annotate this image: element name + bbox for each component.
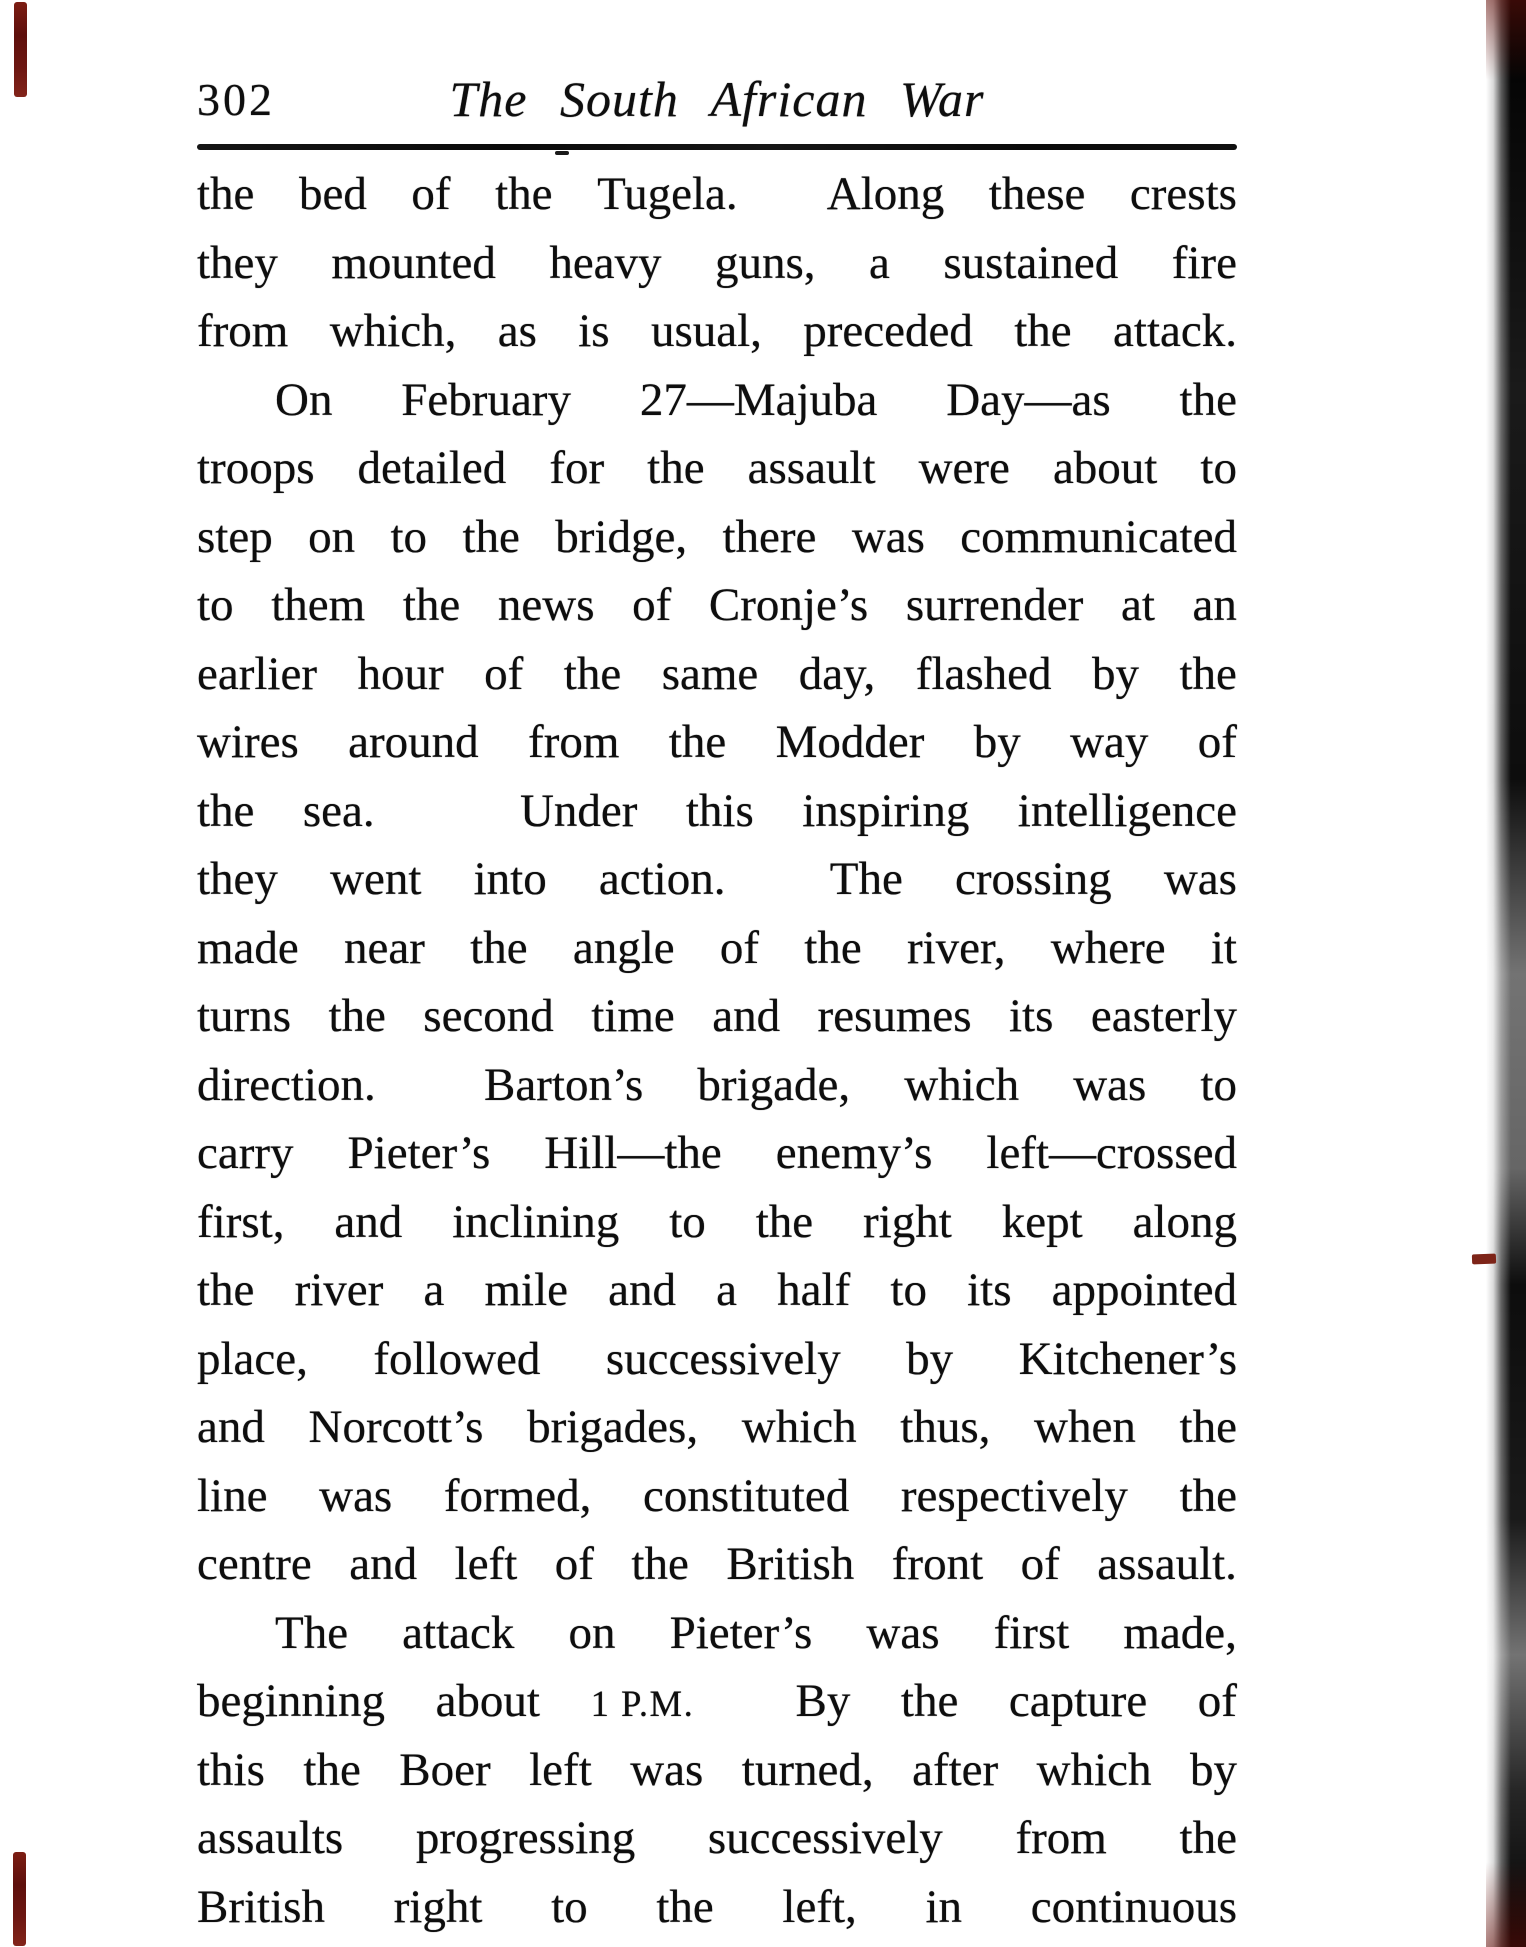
word: to [197,579,234,631]
word: Barton’s [484,1058,644,1111]
word: the [804,921,862,974]
text-line [197,1051,1237,1120]
word: hour [357,647,444,700]
word: news [497,579,595,631]
word: mounted [331,236,496,289]
word: to [890,1264,927,1316]
word: preceded [803,305,973,357]
word: when [1034,1401,1136,1453]
word: troops [197,442,315,494]
word: second [423,990,554,1042]
word: usual, [650,305,762,357]
word: which [904,1058,1020,1111]
word: day, [798,647,876,700]
word: the [197,168,255,220]
body-text [197,160,1237,1941]
word: Pieter’s [347,1127,491,1179]
word: flashed [915,647,1052,700]
word: left, [782,1880,857,1933]
word: intelligence [1017,784,1237,837]
word: crossing [955,853,1112,905]
red-tint-bottom [1486,1862,1526,1947]
word: to [1200,1058,1237,1111]
word: Pieter’s [669,1606,813,1659]
text-line [197,1119,1237,1188]
word: the [1179,1812,1237,1864]
word: earlier [197,647,318,700]
word: was [630,1743,704,1796]
word: attack. [1113,305,1237,357]
word: 1 P.M. [590,1683,695,1724]
word: progressing [415,1812,636,1864]
word: brigade, [697,1058,851,1111]
text-line [197,1530,1237,1599]
word: Boer [399,1743,491,1796]
running-head [197,66,1237,128]
word: British [726,1538,855,1590]
text-line [197,434,1237,503]
word: capture [1008,1675,1148,1727]
word: Hill—the [544,1127,722,1179]
word: of [719,921,760,974]
word: wires [197,716,299,768]
word: was [866,1606,940,1659]
word: for [549,442,605,494]
word: left [454,1538,518,1590]
word: the [462,510,520,563]
word: easterly [1090,990,1237,1042]
word: attack [402,1606,515,1659]
word: the [755,1195,814,1248]
word: a [716,1264,738,1316]
word: the [1179,1401,1237,1453]
text-line [197,914,1237,983]
word: on [308,510,356,563]
word: left—crossed [986,1127,1237,1179]
word: assaults [197,1812,344,1864]
word: after [912,1743,999,1796]
word: of [411,168,451,220]
word: a [423,1264,445,1316]
word: the [1014,305,1072,357]
word: sea. [302,784,375,837]
word: direction. [197,1058,376,1111]
word: successively [605,1332,841,1385]
word: bed [298,168,367,220]
word: first, [197,1195,285,1248]
word: continuous [1030,1880,1237,1933]
word: as [497,305,537,357]
word: the [470,921,528,974]
word: The [829,853,903,905]
word: to [551,1880,588,1933]
word: inclining [452,1195,620,1248]
word: step [197,510,273,563]
scan-red-strip-bottom-left [13,1852,26,1946]
word: British [197,1880,325,1933]
word: by [1092,647,1140,700]
text-line [197,845,1237,914]
word: around [348,716,479,768]
word: the [1179,647,1237,700]
text-line [197,297,1237,366]
word: on [568,1606,616,1659]
word: same [661,647,759,700]
word: the [495,168,553,220]
word: to [1200,442,1237,494]
word: the [197,1264,255,1316]
text-line [197,1599,1237,1668]
text-line [197,160,1237,229]
word: them [271,579,366,631]
word: appointed [1051,1264,1237,1316]
word: its [967,1264,1012,1316]
word: guns, [715,236,816,289]
word: turned, [741,1743,874,1796]
word: it [1210,921,1237,974]
word: and [608,1264,677,1316]
text-line [197,1188,1237,1257]
word: bridge, [555,510,688,563]
word: Norcott’s [308,1401,484,1453]
word: by [906,1332,954,1385]
word: the [303,1743,361,1796]
word: fire [1171,236,1237,289]
word: went [330,853,422,905]
word: from [528,716,620,768]
word: they [197,236,278,289]
text-line [197,1804,1237,1873]
word: resumes [817,990,972,1042]
word: first [993,1606,1070,1659]
word: the [647,442,705,494]
word: into [473,853,547,905]
word: along [1132,1195,1237,1248]
page-title: The South African War [449,71,985,127]
scan-red-dash-right [1472,1254,1496,1265]
word: its [1009,990,1054,1042]
word: formed, [443,1469,592,1522]
word: which [1036,1743,1152,1796]
text-line [197,708,1237,777]
word: Tugela. [597,168,738,220]
word: centre [197,1538,312,1590]
text-line [197,1873,1237,1942]
word: made [197,921,299,974]
text-line [197,1736,1237,1805]
text-line [197,1256,1237,1325]
text-line [197,366,1237,435]
text-line [197,1393,1237,1462]
word: action. [598,853,726,905]
noise-left-fade [1486,0,1526,1947]
word: of [632,579,672,631]
word: was [1073,1058,1147,1111]
word: thus, [900,1401,991,1453]
word: was [319,1469,393,1522]
word: time [591,990,675,1042]
word: this [685,784,754,837]
word: heavy [549,236,662,289]
word: right [863,1195,952,1248]
word: Cronje’s [708,579,869,631]
word: beginning [197,1675,385,1727]
word: to [669,1195,706,1248]
word: On [275,373,333,426]
scan-edge-noise-band [1486,0,1526,1947]
word: Along [826,168,945,220]
word: mile [484,1264,568,1316]
word: river [294,1264,384,1316]
word: By [795,1675,851,1727]
word: half [777,1264,851,1316]
word: this [197,1743,265,1796]
text-line [197,503,1237,572]
word: of [1197,716,1237,768]
word: the [1179,373,1237,426]
word: place, [197,1332,308,1385]
word: the [631,1538,689,1590]
word: respectively [900,1469,1128,1522]
word: The [275,1606,349,1659]
word: successively [707,1812,943,1864]
word: Day—as [946,373,1111,426]
word: crests [1129,168,1237,220]
word: about [435,1675,540,1727]
text-line [197,1667,1237,1736]
word: the [402,579,461,631]
text-line [197,1462,1237,1531]
word: in [925,1880,963,1933]
word: left [529,1743,592,1796]
word: where [1050,921,1166,974]
scan-red-strip-top-left [14,2,27,97]
word: detailed [357,442,507,494]
word: is [578,305,610,357]
text-line [197,777,1237,846]
word: Under [519,784,638,837]
word: and [712,990,781,1042]
word: inspiring [802,784,970,837]
word: near [344,921,425,974]
word: an [1192,579,1237,631]
word: February [401,373,571,426]
text-line [197,229,1237,298]
word: surrender [905,579,1084,631]
word: Modder [775,716,925,768]
word: these [988,168,1086,220]
word: was [851,510,925,563]
word: front [891,1538,984,1590]
word: and [349,1538,418,1590]
word: carry [197,1127,294,1179]
word: by [1190,1743,1237,1796]
word: assault [747,442,876,494]
word: enemy’s [775,1127,933,1179]
word: line [197,1469,268,1522]
word: of [554,1538,594,1590]
red-tint-top [1486,0,1526,80]
page-number: 302 [197,74,275,125]
header-rule [197,144,1237,150]
word: were [918,442,1010,494]
word: Kitchener’s [1018,1332,1237,1385]
word: by [973,716,1021,768]
word: 27—Majuba [639,373,878,426]
word: a [869,236,890,289]
word: the [563,647,622,700]
text-line [197,571,1237,640]
word: communicated [960,510,1237,563]
word: and [334,1195,403,1248]
word: kept [1001,1195,1083,1248]
word: at [1120,579,1155,631]
word: made, [1123,1606,1237,1659]
word: the [197,784,255,837]
word: the [1179,1469,1237,1522]
word: followed [373,1332,541,1385]
word: assault. [1097,1538,1237,1590]
word: which, [329,305,457,357]
text-line [197,982,1237,1051]
word: the [656,1880,714,1933]
word: turns [197,990,291,1042]
word: angle [572,921,675,974]
text-line [197,640,1237,709]
word: of [1020,1538,1060,1590]
word: from [1015,1812,1107,1864]
word: and [197,1401,265,1453]
word: right [393,1880,483,1933]
word: of [484,647,524,700]
word: from [197,305,289,357]
word: the [668,716,727,768]
word: about [1052,442,1158,494]
word: which [741,1401,857,1453]
word: was [1163,853,1237,905]
word: brigades, [527,1401,699,1453]
word: way [1070,716,1149,768]
word: sustained [943,236,1119,289]
word: of [1197,1675,1237,1727]
word: constituted [642,1469,850,1522]
word: to [390,510,428,563]
word: the [900,1675,959,1727]
text-line [197,1325,1237,1394]
word: there [722,510,817,563]
word: they [197,853,278,905]
word: river, [906,921,1006,974]
word: the [328,990,386,1042]
